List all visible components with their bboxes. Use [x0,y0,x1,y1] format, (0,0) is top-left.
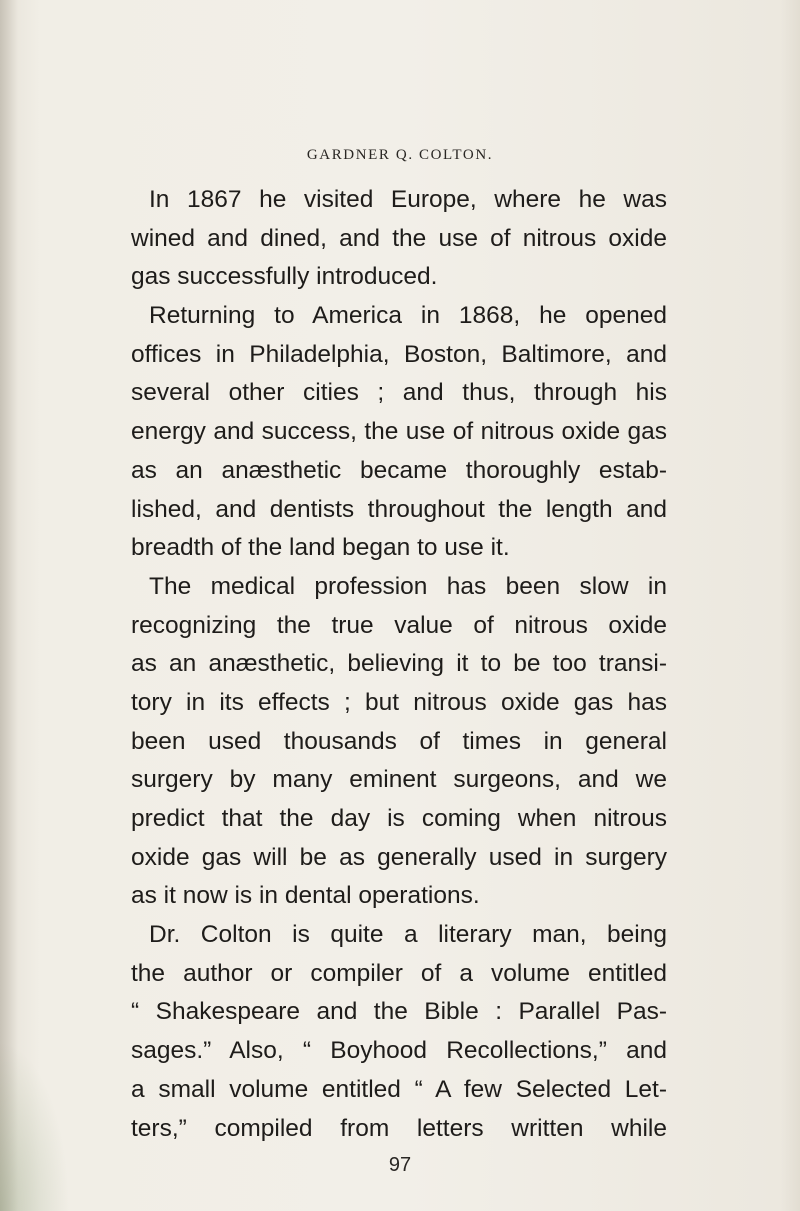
text-line: as an anæsthetic became thoroughly estab- [131,456,667,484]
text-line: surgery by many eminent surgeons, and we [131,766,667,794]
text-line: Dr. Colton is quite a literary man, being [149,921,667,949]
running-head: GARDNER Q. COLTON. [306,147,494,163]
text-line: wined and dined, and the use of nitrous oxide [131,224,667,252]
page-number: 97 [388,1154,412,1176]
text-line: as it now is in dental operations. [131,882,480,910]
body-text [131,181,667,1148]
text-line: gas successfully introduced. [131,263,438,291]
gutter-shadow [0,0,18,1211]
text-line: the author or compiler of a volume entitled [131,959,667,987]
text-line: “ Shakespeare and the Bible : Parallel Pas- [131,998,667,1026]
text-line: oxide gas will be as generally used in surgery [131,843,667,871]
page-stain [0,1041,70,1211]
text-line: tory in its effects ; but nitrous oxide gas has [131,688,667,716]
text-line: sages.” Also, “ Boyhood Recollections,” and [131,1037,667,1065]
text-line: energy and success, the use of nitrous oxide gas [131,418,667,446]
text-line: Returning to America in 1868, he opened [149,302,667,330]
text-line: a small volume entitled “ A few Selected Let- [131,1075,667,1103]
text-line: been used thousands of times in general [131,727,667,755]
text-line: recognizing the true value of nitrous oxide [131,611,667,639]
text-line: In 1867 he visited Europe, where he was [149,186,667,213]
text-line: several other cities ; and thus, through his [131,379,667,407]
text-line: lished, and dentists throughout the length and [131,495,667,523]
text-line: offices in Philadelphia, Boston, Baltimore, and [131,340,667,368]
text-line: as an anæsthetic, believing it to be too transi- [131,650,667,678]
text-line: breadth of the land began to use it. [131,534,510,562]
text-line: The medical profession has been slow in [149,572,667,600]
text-line: ters,” compiled from letters written while [131,1114,667,1142]
text-line: predict that the day is coming when nitrous [131,805,667,832]
